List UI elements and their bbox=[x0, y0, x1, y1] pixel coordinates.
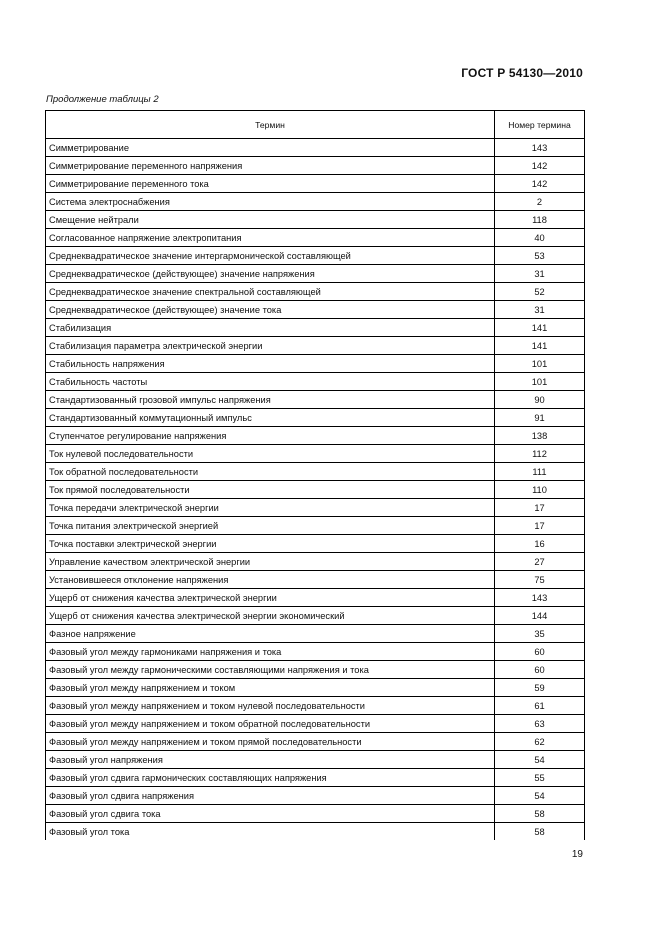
table-row bbox=[46, 463, 585, 481]
table-row bbox=[46, 697, 585, 715]
term-cell: Ступенчатое регулирование напряжения bbox=[46, 427, 495, 445]
table-row bbox=[46, 607, 585, 625]
term-cell: Среднеквадратическое значение спектральной составляющей bbox=[46, 283, 495, 301]
term-cell: Фазовый угол между гармониками напряжения и тока bbox=[46, 643, 495, 661]
table-header-row bbox=[46, 111, 585, 139]
terms-table bbox=[45, 110, 585, 840]
table-row bbox=[46, 139, 585, 157]
term-cell: Фазовый угол между напряжением и током нулевой последовательности bbox=[46, 697, 495, 715]
term-cell: Фазовый угол между напряжением и током обратной последовательности bbox=[46, 715, 495, 733]
term-cell: Точка передачи электрической энергии bbox=[46, 499, 495, 517]
term-number-cell: 60 bbox=[495, 643, 585, 661]
term-cell: Фазовый угол между напряжением и током прямой последовательности bbox=[46, 733, 495, 751]
table-row bbox=[46, 751, 585, 769]
table-row bbox=[46, 787, 585, 805]
table-row bbox=[46, 769, 585, 787]
term-cell: Управление качеством электрической энергии bbox=[46, 553, 495, 571]
table-row bbox=[46, 805, 585, 823]
term-number-cell: 54 bbox=[495, 751, 585, 769]
term-number-cell: 110 bbox=[495, 481, 585, 499]
table-row bbox=[46, 823, 585, 841]
table-row bbox=[46, 643, 585, 661]
term-cell: Среднеквадратическое значение интергармонической составляющей bbox=[46, 247, 495, 265]
term-number-cell: 55 bbox=[495, 769, 585, 787]
table-row bbox=[46, 445, 585, 463]
table-row bbox=[46, 427, 585, 445]
term-number-cell: 62 bbox=[495, 733, 585, 751]
table-row bbox=[46, 157, 585, 175]
term-cell: Среднеквадратическое (действующее) значение тока bbox=[46, 301, 495, 319]
term-number-cell: 143 bbox=[495, 139, 585, 157]
table-row bbox=[46, 481, 585, 499]
term-number-cell: 101 bbox=[495, 355, 585, 373]
term-number-cell: 58 bbox=[495, 805, 585, 823]
table-row bbox=[46, 535, 585, 553]
term-number-cell: 141 bbox=[495, 337, 585, 355]
term-cell: Фазовый угол сдвига напряжения bbox=[46, 787, 495, 805]
term-cell: Фазное напряжение bbox=[46, 625, 495, 643]
table-row bbox=[46, 229, 585, 247]
table-row bbox=[46, 211, 585, 229]
term-number-cell: 91 bbox=[495, 409, 585, 427]
term-number-cell: 59 bbox=[495, 679, 585, 697]
column-header-number: Номер термина bbox=[495, 111, 585, 139]
term-number-cell: 53 bbox=[495, 247, 585, 265]
table-row bbox=[46, 571, 585, 589]
term-cell: Фазовый угол напряжения bbox=[46, 751, 495, 769]
table-row bbox=[46, 247, 585, 265]
table-row bbox=[46, 175, 585, 193]
term-number-cell: 2 bbox=[495, 193, 585, 211]
term-number-cell: 112 bbox=[495, 445, 585, 463]
term-number-cell: 143 bbox=[495, 589, 585, 607]
term-cell: Симметрирование переменного тока bbox=[46, 175, 495, 193]
table-row bbox=[46, 319, 585, 337]
term-number-cell: 90 bbox=[495, 391, 585, 409]
term-cell: Фазовый угол тока bbox=[46, 823, 495, 841]
term-cell: Симметрирование переменного напряжения bbox=[46, 157, 495, 175]
term-cell: Фазовый угол между напряжением и током bbox=[46, 679, 495, 697]
term-cell: Точка поставки электрической энергии bbox=[46, 535, 495, 553]
term-number-cell: 138 bbox=[495, 427, 585, 445]
term-number-cell: 17 bbox=[495, 517, 585, 535]
term-number-cell: 17 bbox=[495, 499, 585, 517]
term-number-cell: 111 bbox=[495, 463, 585, 481]
term-cell: Стандартизованный коммутационный импульс bbox=[46, 409, 495, 427]
table-row bbox=[46, 625, 585, 643]
term-cell: Стабилизация параметра электрической энергии bbox=[46, 337, 495, 355]
term-cell: Фазовый угол сдвига гармонических составляющих напряжения bbox=[46, 769, 495, 787]
table-row bbox=[46, 733, 585, 751]
table-row bbox=[46, 553, 585, 571]
term-number-cell: 52 bbox=[495, 283, 585, 301]
term-cell: Ток прямой последовательности bbox=[46, 481, 495, 499]
table-row bbox=[46, 301, 585, 319]
table-row bbox=[46, 373, 585, 391]
term-number-cell: 142 bbox=[495, 175, 585, 193]
table-row bbox=[46, 391, 585, 409]
term-cell: Ток нулевой последовательности bbox=[46, 445, 495, 463]
term-cell: Ток обратной последовательности bbox=[46, 463, 495, 481]
term-number-cell: 54 bbox=[495, 787, 585, 805]
term-cell: Ущерб от снижения качества электрической энергии экономический bbox=[46, 607, 495, 625]
term-cell: Система электроснабжения bbox=[46, 193, 495, 211]
term-number-cell: 60 bbox=[495, 661, 585, 679]
term-cell: Симметрирование bbox=[46, 139, 495, 157]
term-number-cell: 27 bbox=[495, 553, 585, 571]
term-cell: Установившееся отклонение напряжения bbox=[46, 571, 495, 589]
table-row bbox=[46, 283, 585, 301]
table-body bbox=[46, 139, 585, 841]
table-row bbox=[46, 679, 585, 697]
term-cell: Стабильность напряжения bbox=[46, 355, 495, 373]
term-cell: Стабильность частоты bbox=[46, 373, 495, 391]
term-cell: Смещение нейтрали bbox=[46, 211, 495, 229]
term-cell: Стабилизация bbox=[46, 319, 495, 337]
document-code: ГОСТ Р 54130—2010 bbox=[461, 66, 583, 80]
term-cell: Ущерб от снижения качества электрической энергии bbox=[46, 589, 495, 607]
term-number-cell: 58 bbox=[495, 823, 585, 841]
column-header-term: Термин bbox=[46, 111, 495, 139]
term-cell: Стандартизованный грозовой импульс напряжения bbox=[46, 391, 495, 409]
term-number-cell: 40 bbox=[495, 229, 585, 247]
table-row bbox=[46, 265, 585, 283]
table-row bbox=[46, 589, 585, 607]
table-row bbox=[46, 337, 585, 355]
table-row bbox=[46, 409, 585, 427]
term-number-cell: 61 bbox=[495, 697, 585, 715]
term-number-cell: 75 bbox=[495, 571, 585, 589]
table-row bbox=[46, 355, 585, 373]
table-row bbox=[46, 517, 585, 535]
table-caption: Продолжение таблицы 2 bbox=[46, 94, 159, 105]
term-number-cell: 118 bbox=[495, 211, 585, 229]
term-cell: Фазовый угол сдвига тока bbox=[46, 805, 495, 823]
table-row bbox=[46, 715, 585, 733]
term-number-cell: 141 bbox=[495, 319, 585, 337]
term-number-cell: 144 bbox=[495, 607, 585, 625]
term-cell: Фазовый угол между гармоническими составляющими напряжения и тока bbox=[46, 661, 495, 679]
term-number-cell: 101 bbox=[495, 373, 585, 391]
page-number: 19 bbox=[571, 849, 583, 860]
term-number-cell: 16 bbox=[495, 535, 585, 553]
term-number-cell: 31 bbox=[495, 265, 585, 283]
term-number-cell: 142 bbox=[495, 157, 585, 175]
term-cell: Согласованное напряжение электропитания bbox=[46, 229, 495, 247]
term-number-cell: 63 bbox=[495, 715, 585, 733]
table-row bbox=[46, 499, 585, 517]
term-number-cell: 35 bbox=[495, 625, 585, 643]
term-number-cell: 31 bbox=[495, 301, 585, 319]
term-cell: Точка питания электрической энергией bbox=[46, 517, 495, 535]
table-row bbox=[46, 193, 585, 211]
table-row bbox=[46, 661, 585, 679]
term-cell: Среднеквадратическое (действующее) значение напряжения bbox=[46, 265, 495, 283]
